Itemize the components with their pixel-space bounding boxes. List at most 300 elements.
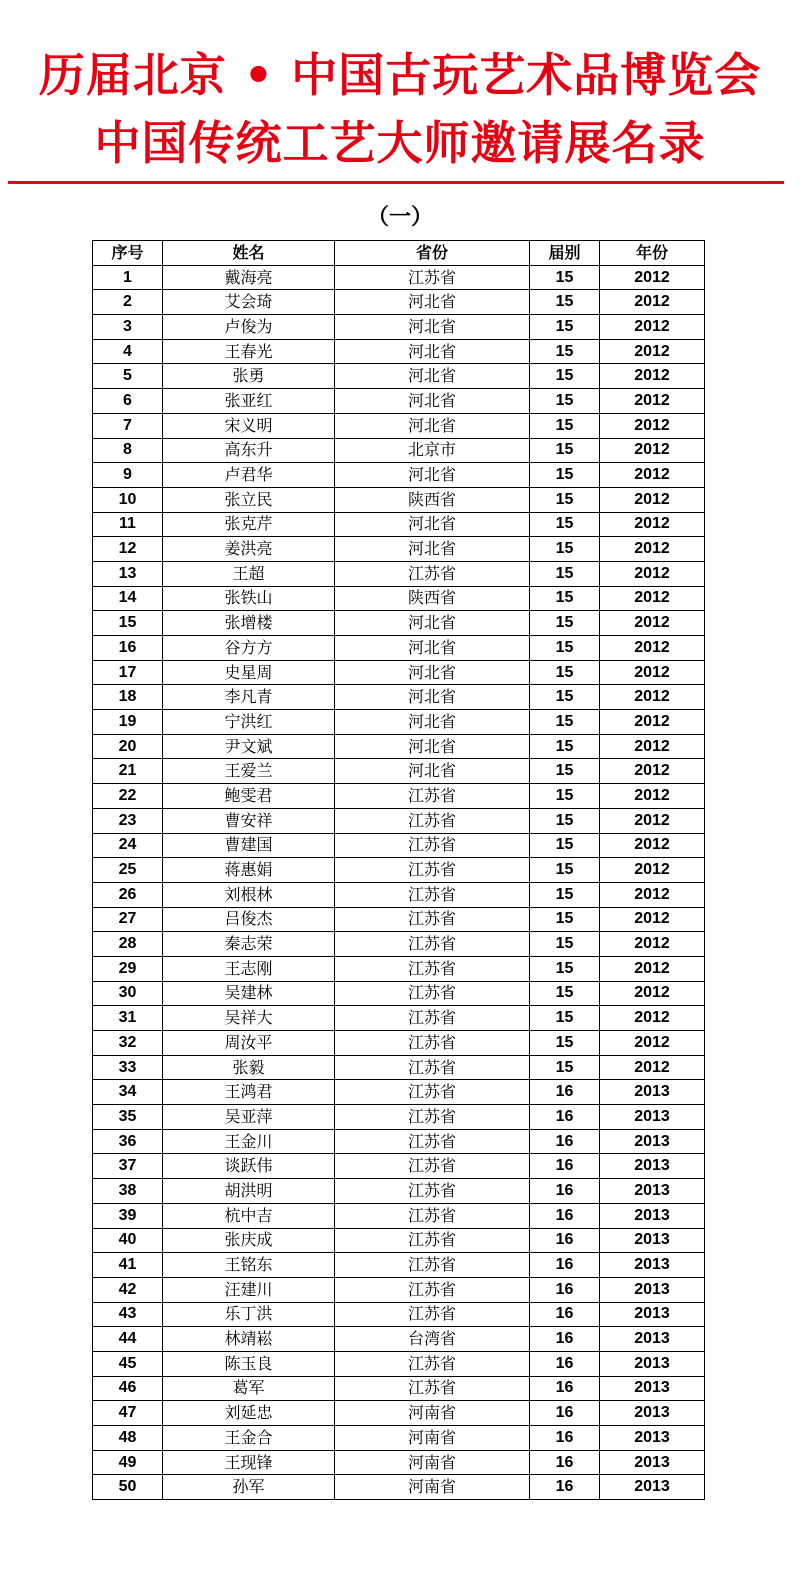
cell-province: 河北省 (335, 290, 530, 315)
cell-session: 16 (530, 1351, 600, 1376)
cell-year: 2012 (600, 734, 705, 759)
cell-index: 16 (93, 636, 163, 661)
cell-index: 38 (93, 1179, 163, 1204)
cell-province: 河北省 (335, 710, 530, 735)
cell-session: 16 (530, 1154, 600, 1179)
cell-session: 15 (530, 265, 600, 290)
table-row (93, 1401, 705, 1426)
cell-index: 29 (93, 956, 163, 981)
cell-province: 江苏省 (335, 1006, 530, 1031)
cell-year: 2012 (600, 438, 705, 463)
cell-session: 16 (530, 1105, 600, 1130)
table-row (93, 1179, 705, 1204)
table-row (93, 932, 705, 957)
cell-year: 2013 (600, 1401, 705, 1426)
cell-index: 3 (93, 315, 163, 340)
cell-province: 河北省 (335, 463, 530, 488)
cell-index: 10 (93, 487, 163, 512)
cell-session: 16 (530, 1426, 600, 1451)
cell-name: 汪建川 (163, 1277, 335, 1302)
cell-year: 2012 (600, 833, 705, 858)
cell-index: 13 (93, 561, 163, 586)
cell-province: 江苏省 (335, 1055, 530, 1080)
cell-session: 15 (530, 784, 600, 809)
cell-year: 2013 (600, 1080, 705, 1105)
cell-province: 陕西省 (335, 586, 530, 611)
cell-index: 44 (93, 1327, 163, 1352)
cell-year: 2013 (600, 1253, 705, 1278)
cell-year: 2013 (600, 1179, 705, 1204)
table-row (93, 660, 705, 685)
cell-province: 江苏省 (335, 907, 530, 932)
cell-index: 15 (93, 611, 163, 636)
cell-index: 24 (93, 833, 163, 858)
cell-session: 16 (530, 1376, 600, 1401)
cell-session: 15 (530, 1006, 600, 1031)
cell-index: 7 (93, 413, 163, 438)
cell-name: 张勇 (163, 364, 335, 389)
cell-index: 48 (93, 1426, 163, 1451)
cell-index: 12 (93, 537, 163, 562)
cell-index: 46 (93, 1376, 163, 1401)
table-row (93, 364, 705, 389)
cell-name: 张亚红 (163, 389, 335, 414)
cell-year: 2013 (600, 1129, 705, 1154)
cell-name: 刘根林 (163, 882, 335, 907)
cell-year: 2012 (600, 907, 705, 932)
cell-session: 15 (530, 1055, 600, 1080)
cell-session: 15 (530, 981, 600, 1006)
cell-name: 张增楼 (163, 611, 335, 636)
cell-name: 谈跃伟 (163, 1154, 335, 1179)
cell-province: 河北省 (335, 685, 530, 710)
table-row (93, 487, 705, 512)
cell-province: 江苏省 (335, 808, 530, 833)
cell-index: 19 (93, 710, 163, 735)
table-row (93, 561, 705, 586)
cell-province: 江苏省 (335, 1179, 530, 1204)
cell-name: 曹建国 (163, 833, 335, 858)
cell-year: 2012 (600, 981, 705, 1006)
cell-name: 葛军 (163, 1376, 335, 1401)
cell-name: 谷方方 (163, 636, 335, 661)
table-row (93, 1426, 705, 1451)
roster-table-body (93, 265, 705, 1499)
cell-session: 16 (530, 1475, 600, 1500)
cell-index: 50 (93, 1475, 163, 1500)
cell-name: 王金川 (163, 1129, 335, 1154)
cell-session: 15 (530, 907, 600, 932)
table-row (93, 1327, 705, 1352)
cell-name: 王铭东 (163, 1253, 335, 1278)
cell-province: 河北省 (335, 364, 530, 389)
cell-index: 2 (93, 290, 163, 315)
cell-session: 15 (530, 438, 600, 463)
cell-index: 25 (93, 858, 163, 883)
cell-province: 河北省 (335, 636, 530, 661)
cell-province: 江苏省 (335, 1080, 530, 1105)
cell-index: 28 (93, 932, 163, 957)
cell-year: 2013 (600, 1450, 705, 1475)
cell-province: 河南省 (335, 1426, 530, 1451)
cell-index: 11 (93, 512, 163, 537)
cell-province: 江苏省 (335, 1253, 530, 1278)
table-row (93, 1376, 705, 1401)
cell-province: 河北省 (335, 512, 530, 537)
cell-year: 2012 (600, 512, 705, 537)
cell-session: 16 (530, 1302, 600, 1327)
table-row (93, 1475, 705, 1500)
cell-name: 孙军 (163, 1475, 335, 1500)
cell-year: 2012 (600, 636, 705, 661)
cell-index: 9 (93, 463, 163, 488)
cell-year: 2012 (600, 858, 705, 883)
cell-province: 江苏省 (335, 833, 530, 858)
cell-name: 张克芹 (163, 512, 335, 537)
cell-session: 15 (530, 586, 600, 611)
cell-session: 16 (530, 1129, 600, 1154)
cell-province: 江苏省 (335, 858, 530, 883)
cell-name: 王爱兰 (163, 759, 335, 784)
table-row (93, 315, 705, 340)
table-row (93, 956, 705, 981)
cell-name: 吴建林 (163, 981, 335, 1006)
cell-province: 河北省 (335, 339, 530, 364)
cell-index: 20 (93, 734, 163, 759)
cell-year: 2012 (600, 784, 705, 809)
cell-session: 16 (530, 1253, 600, 1278)
cell-name: 林靖崧 (163, 1327, 335, 1352)
cell-index: 26 (93, 882, 163, 907)
cell-index: 36 (93, 1129, 163, 1154)
table-row (93, 1006, 705, 1031)
page-title-line-2: 中国传统工艺大师邀请展名录 (94, 116, 706, 170)
cell-year: 2012 (600, 537, 705, 562)
cell-session: 15 (530, 364, 600, 389)
cell-year: 2012 (600, 339, 705, 364)
cell-index: 5 (93, 364, 163, 389)
table-row (93, 907, 705, 932)
cell-name: 王超 (163, 561, 335, 586)
cell-year: 2012 (600, 389, 705, 414)
table-row (93, 734, 705, 759)
cell-session: 16 (530, 1179, 600, 1204)
cell-index: 49 (93, 1450, 163, 1475)
cell-session: 15 (530, 413, 600, 438)
cell-name: 王春光 (163, 339, 335, 364)
cell-session: 15 (530, 463, 600, 488)
cell-year: 2012 (600, 685, 705, 710)
cell-index: 39 (93, 1203, 163, 1228)
cell-session: 16 (530, 1203, 600, 1228)
cell-name: 张铁山 (163, 586, 335, 611)
table-row (93, 339, 705, 364)
cell-year: 2012 (600, 932, 705, 957)
cell-name: 尹文斌 (163, 734, 335, 759)
cell-year: 2012 (600, 586, 705, 611)
cell-name: 乐丁洪 (163, 1302, 335, 1327)
cell-session: 15 (530, 561, 600, 586)
cell-year: 2013 (600, 1203, 705, 1228)
table-row (93, 413, 705, 438)
table-row (93, 1154, 705, 1179)
table-row (93, 389, 705, 414)
cell-session: 15 (530, 759, 600, 784)
cell-index: 42 (93, 1277, 163, 1302)
cell-name: 史星周 (163, 660, 335, 685)
cell-year: 2012 (600, 808, 705, 833)
cell-province: 北京市 (335, 438, 530, 463)
cell-index: 22 (93, 784, 163, 809)
cell-name: 李凡青 (163, 685, 335, 710)
cell-session: 16 (530, 1080, 600, 1105)
table-row (93, 1351, 705, 1376)
table-row (93, 1228, 705, 1253)
cell-province: 江苏省 (335, 784, 530, 809)
cell-session: 15 (530, 315, 600, 340)
cell-session: 15 (530, 611, 600, 636)
cell-name: 刘延忠 (163, 1401, 335, 1426)
cell-name: 王志刚 (163, 956, 335, 981)
cell-year: 2012 (600, 265, 705, 290)
cell-year: 2012 (600, 487, 705, 512)
cell-name: 高东升 (163, 438, 335, 463)
cell-year: 2012 (600, 1006, 705, 1031)
cell-province: 江苏省 (335, 1302, 530, 1327)
cell-name: 张庆成 (163, 1228, 335, 1253)
cell-province: 河北省 (335, 315, 530, 340)
cell-index: 35 (93, 1105, 163, 1130)
table-row (93, 1253, 705, 1278)
table-row (93, 636, 705, 661)
cell-name: 戴海亮 (163, 265, 335, 290)
cell-province: 江苏省 (335, 1277, 530, 1302)
cell-index: 40 (93, 1228, 163, 1253)
cell-province: 陕西省 (335, 487, 530, 512)
cell-province: 河北省 (335, 660, 530, 685)
cell-name: 吴亚萍 (163, 1105, 335, 1130)
cell-province: 江苏省 (335, 1129, 530, 1154)
cell-name: 秦志荣 (163, 932, 335, 957)
table-row (93, 784, 705, 809)
cell-name: 周汝平 (163, 1031, 335, 1056)
cell-session: 16 (530, 1450, 600, 1475)
cell-province: 河北省 (335, 537, 530, 562)
page-title-line-1: 历届北京 • 中国古玩艺术品博览会 (38, 48, 762, 102)
cell-year: 2013 (600, 1302, 705, 1327)
cell-province: 江苏省 (335, 1228, 530, 1253)
cell-province: 台湾省 (335, 1327, 530, 1352)
cell-name: 杭中吉 (163, 1203, 335, 1228)
roster-table (92, 240, 705, 1500)
cell-index: 34 (93, 1080, 163, 1105)
cell-year: 2013 (600, 1426, 705, 1451)
cell-index: 18 (93, 685, 163, 710)
cell-index: 45 (93, 1351, 163, 1376)
cell-index: 6 (93, 389, 163, 414)
cell-province: 江苏省 (335, 1203, 530, 1228)
cell-province: 河北省 (335, 759, 530, 784)
cell-year: 2012 (600, 660, 705, 685)
cell-index: 23 (93, 808, 163, 833)
table-row (93, 1105, 705, 1130)
table-row (93, 1450, 705, 1475)
cell-year: 2012 (600, 882, 705, 907)
cell-year: 2012 (600, 710, 705, 735)
table-row (93, 438, 705, 463)
cell-year: 2012 (600, 463, 705, 488)
cell-province: 江苏省 (335, 561, 530, 586)
cell-year: 2013 (600, 1277, 705, 1302)
cell-name: 宁洪红 (163, 710, 335, 735)
table-row (93, 290, 705, 315)
cell-name: 卢君华 (163, 463, 335, 488)
cell-session: 15 (530, 710, 600, 735)
cell-name: 姜洪亮 (163, 537, 335, 562)
cell-session: 15 (530, 858, 600, 883)
cell-name: 曹安祥 (163, 808, 335, 833)
cell-year: 2012 (600, 315, 705, 340)
cell-year: 2013 (600, 1327, 705, 1352)
cell-year: 2013 (600, 1376, 705, 1401)
cell-province: 江苏省 (335, 1154, 530, 1179)
cell-session: 16 (530, 1277, 600, 1302)
cell-year: 2013 (600, 1105, 705, 1130)
cell-province: 河北省 (335, 734, 530, 759)
cell-index: 8 (93, 438, 163, 463)
column-header-province: 省份 (335, 241, 530, 266)
table-row (93, 808, 705, 833)
cell-province: 河北省 (335, 611, 530, 636)
cell-index: 1 (93, 265, 163, 290)
cell-year: 2012 (600, 561, 705, 586)
cell-session: 15 (530, 537, 600, 562)
table-row (93, 1080, 705, 1105)
cell-province: 江苏省 (335, 981, 530, 1006)
cell-year: 2012 (600, 759, 705, 784)
cell-year: 2013 (600, 1154, 705, 1179)
cell-index: 4 (93, 339, 163, 364)
table-row (93, 265, 705, 290)
cell-session: 15 (530, 487, 600, 512)
cell-session: 15 (530, 339, 600, 364)
cell-session: 15 (530, 833, 600, 858)
column-header-session: 届别 (530, 241, 600, 266)
table-row (93, 537, 705, 562)
cell-name: 张毅 (163, 1055, 335, 1080)
cell-name: 蒋惠娟 (163, 858, 335, 883)
table-row (93, 685, 705, 710)
table-row (93, 710, 705, 735)
cell-session: 15 (530, 932, 600, 957)
cell-year: 2012 (600, 956, 705, 981)
cell-name: 陈玉良 (163, 1351, 335, 1376)
cell-index: 27 (93, 907, 163, 932)
cell-year: 2013 (600, 1228, 705, 1253)
cell-province: 河南省 (335, 1401, 530, 1426)
cell-index: 17 (93, 660, 163, 685)
column-header-index: 序号 (93, 241, 163, 266)
table-row (93, 1277, 705, 1302)
cell-province: 江苏省 (335, 1351, 530, 1376)
cell-province: 河北省 (335, 389, 530, 414)
cell-name: 卢俊为 (163, 315, 335, 340)
cell-session: 16 (530, 1327, 600, 1352)
cell-year: 2012 (600, 611, 705, 636)
cell-session: 16 (530, 1228, 600, 1253)
table-row (93, 1302, 705, 1327)
table-row (93, 1129, 705, 1154)
cell-session: 15 (530, 512, 600, 537)
table-row (93, 512, 705, 537)
cell-province: 江苏省 (335, 956, 530, 981)
table-row (93, 586, 705, 611)
column-header-year: 年份 (600, 241, 705, 266)
title-divider (8, 181, 784, 184)
cell-province: 江苏省 (335, 1105, 530, 1130)
table-row (93, 611, 705, 636)
cell-session: 15 (530, 660, 600, 685)
cell-year: 2012 (600, 1031, 705, 1056)
cell-province: 河南省 (335, 1450, 530, 1475)
table-row (93, 858, 705, 883)
cell-session: 16 (530, 1401, 600, 1426)
cell-session: 15 (530, 685, 600, 710)
cell-index: 30 (93, 981, 163, 1006)
table-row (93, 1203, 705, 1228)
cell-name: 吕俊杰 (163, 907, 335, 932)
cell-session: 15 (530, 808, 600, 833)
cell-index: 21 (93, 759, 163, 784)
table-row (93, 1031, 705, 1056)
cell-index: 37 (93, 1154, 163, 1179)
cell-province: 江苏省 (335, 882, 530, 907)
cell-year: 2012 (600, 290, 705, 315)
cell-province: 河南省 (335, 1475, 530, 1500)
cell-index: 14 (93, 586, 163, 611)
cell-province: 河北省 (335, 413, 530, 438)
table-header-row (93, 241, 705, 266)
cell-province: 江苏省 (335, 1031, 530, 1056)
cell-name: 王现锋 (163, 1450, 335, 1475)
cell-session: 15 (530, 290, 600, 315)
cell-year: 2013 (600, 1475, 705, 1500)
cell-name: 宋义明 (163, 413, 335, 438)
cell-session: 15 (530, 734, 600, 759)
cell-province: 江苏省 (335, 1376, 530, 1401)
cell-index: 41 (93, 1253, 163, 1278)
cell-year: 2012 (600, 1055, 705, 1080)
section-label: （一） (366, 204, 433, 230)
table-row (93, 981, 705, 1006)
cell-province: 江苏省 (335, 932, 530, 957)
cell-index: 31 (93, 1006, 163, 1031)
cell-name: 鲍雯君 (163, 784, 335, 809)
table-row (93, 463, 705, 488)
cell-name: 张立民 (163, 487, 335, 512)
cell-year: 2013 (600, 1351, 705, 1376)
cell-name: 王鸿君 (163, 1080, 335, 1105)
cell-session: 15 (530, 636, 600, 661)
cell-name: 胡洪明 (163, 1179, 335, 1204)
table-row (93, 882, 705, 907)
cell-index: 33 (93, 1055, 163, 1080)
cell-index: 43 (93, 1302, 163, 1327)
table-row (93, 833, 705, 858)
cell-name: 吴祥大 (163, 1006, 335, 1031)
cell-index: 32 (93, 1031, 163, 1056)
cell-session: 15 (530, 956, 600, 981)
